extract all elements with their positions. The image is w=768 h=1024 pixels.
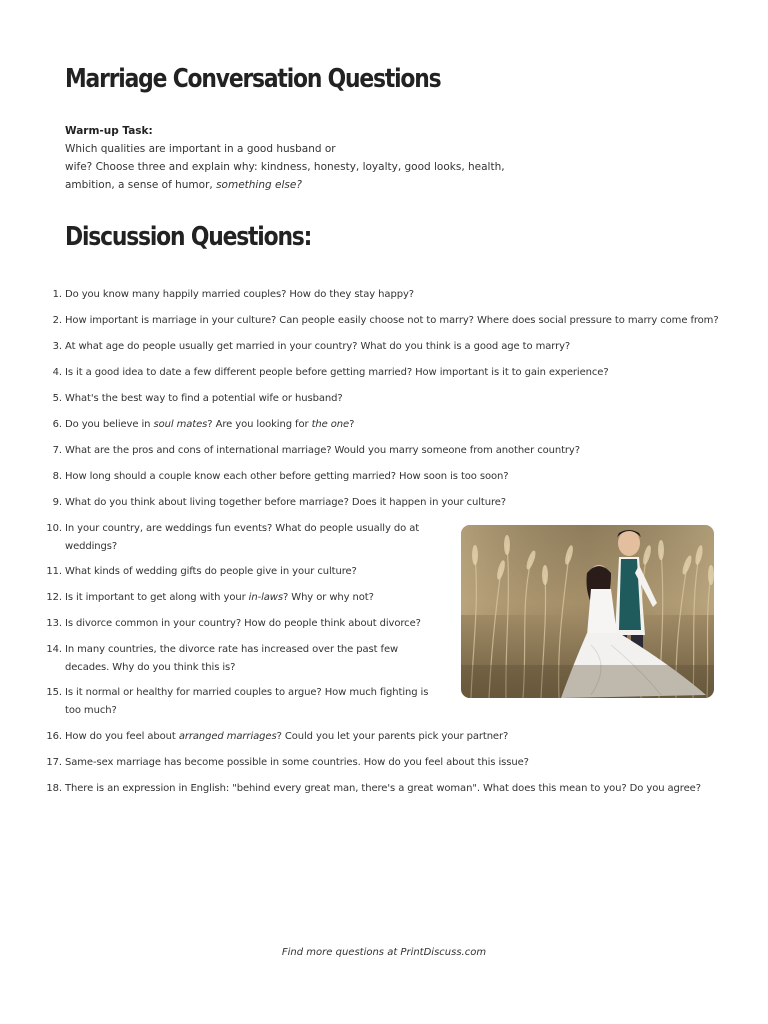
warmup-line-3 xyxy=(65,176,485,194)
question-text-italic: arranged marriages xyxy=(178,731,277,742)
question-text-italic: in-laws xyxy=(248,592,283,603)
question-17 xyxy=(0,754,768,772)
question-number: 1. xyxy=(52,289,62,300)
warmup-heading: Warm-up Task: xyxy=(65,125,153,137)
question-number: 5. xyxy=(52,393,62,404)
warmup-line-3-italic: something else? xyxy=(216,179,302,191)
question-number: 10. xyxy=(46,523,62,534)
question-text: Is it a good idea to date a few different people before getting married? How important is it to gain experience? xyxy=(65,367,609,378)
question-8 xyxy=(0,468,768,486)
question-number: 14. xyxy=(46,644,62,655)
wedding-couple-illustration xyxy=(461,525,714,698)
question-number: 18. xyxy=(46,783,62,794)
question-7 xyxy=(0,442,768,460)
question-16 xyxy=(0,728,768,746)
question-text: Is divorce common in your country? How do people think about divorce? xyxy=(65,618,421,629)
question-text: There is an expression in English: "behind every great man, there's a great woman". What does this mean to you? Do you agree? xyxy=(65,783,701,794)
question-text-part: ? Why or why not? xyxy=(283,592,374,603)
question-text: What kinds of wedding gifts do people give in your culture? xyxy=(65,566,357,577)
warmup-line-2: wife? Choose three and explain why: kindness, honesty, loyalty, good looks, health, xyxy=(65,161,505,173)
question-18 xyxy=(0,780,768,798)
question-text xyxy=(65,728,768,746)
question-text: In many countries, the divorce rate has increased over the past few decades. Why do you think this is? xyxy=(65,644,399,673)
question-text xyxy=(65,416,768,434)
question-number: 11. xyxy=(46,566,62,577)
question-text: How long should a couple know each other before getting married? How soon is too soon? xyxy=(65,471,509,482)
question-text-part: ? Are you looking for xyxy=(207,419,312,430)
discussion-title: Discussion Questions: xyxy=(65,222,312,252)
page-title: Marriage Conversation Questions xyxy=(65,64,441,94)
question-number: 9. xyxy=(52,497,62,508)
question-text: In your country, are weddings fun events? What do people usually do at weddings? xyxy=(65,523,420,552)
question-5 xyxy=(0,390,768,408)
warmup-line-3-text: ambition, a sense of humor, xyxy=(65,179,217,191)
question-text: At what age do people usually get married in your country? What do you think is a good age to marry? xyxy=(65,341,571,352)
question-number: 2. xyxy=(52,315,62,326)
question-number: 13. xyxy=(46,618,62,629)
warmup-task xyxy=(65,122,505,194)
question-number: 16. xyxy=(46,731,62,742)
footer-note: Find more questions at PrintDiscuss.com xyxy=(281,947,487,958)
wedding-couple-photo xyxy=(461,525,714,698)
question-text: Same-sex marriage has become possible in some countries. How do you feel about this issue? xyxy=(65,757,529,768)
question-1 xyxy=(0,286,768,304)
question-6 xyxy=(0,416,768,434)
question-number: 8. xyxy=(52,471,62,482)
question-text-part: ? Could you let your parents pick your partner? xyxy=(276,731,509,742)
question-number: 3. xyxy=(52,341,62,352)
question-text: What are the pros and cons of international marriage? Would you marry someone from another country? xyxy=(65,445,580,456)
question-text: What's the best way to find a potential wife or husband? xyxy=(65,393,343,404)
question-text-part: Do you believe in xyxy=(65,419,154,430)
question-text-part: How do you feel about xyxy=(65,731,179,742)
question-number: 12. xyxy=(46,592,62,603)
question-4 xyxy=(0,364,768,382)
question-number: 15. xyxy=(46,687,62,698)
warmup-line-1: Which qualities are important in a good husband or xyxy=(65,143,336,155)
question-text-italic: the one xyxy=(311,419,350,430)
question-text: Do you know many happily married couples? How do they stay happy? xyxy=(65,289,414,300)
question-3 xyxy=(0,338,768,356)
question-text-part: ? xyxy=(349,419,355,430)
question-number: 4. xyxy=(52,367,62,378)
question-number: 7. xyxy=(52,445,62,456)
question-text xyxy=(65,589,445,607)
question-text-part: Is it important to get along with your xyxy=(65,592,249,603)
question-2 xyxy=(0,312,768,330)
question-text: How important is marriage in your culture? Can people easily choose not to marry? Where does social pressure to marry come from? xyxy=(65,315,719,326)
question-number: 17. xyxy=(46,757,62,768)
question-text: Is it normal or healthy for married couples to argue? How much fighting is too much? xyxy=(65,687,429,716)
question-number: 6. xyxy=(52,419,62,430)
question-text-italic: soul mates xyxy=(153,419,208,430)
question-text: What do you think about living together before marriage? Does it happen in your culture? xyxy=(65,497,507,508)
question-9 xyxy=(0,494,768,512)
